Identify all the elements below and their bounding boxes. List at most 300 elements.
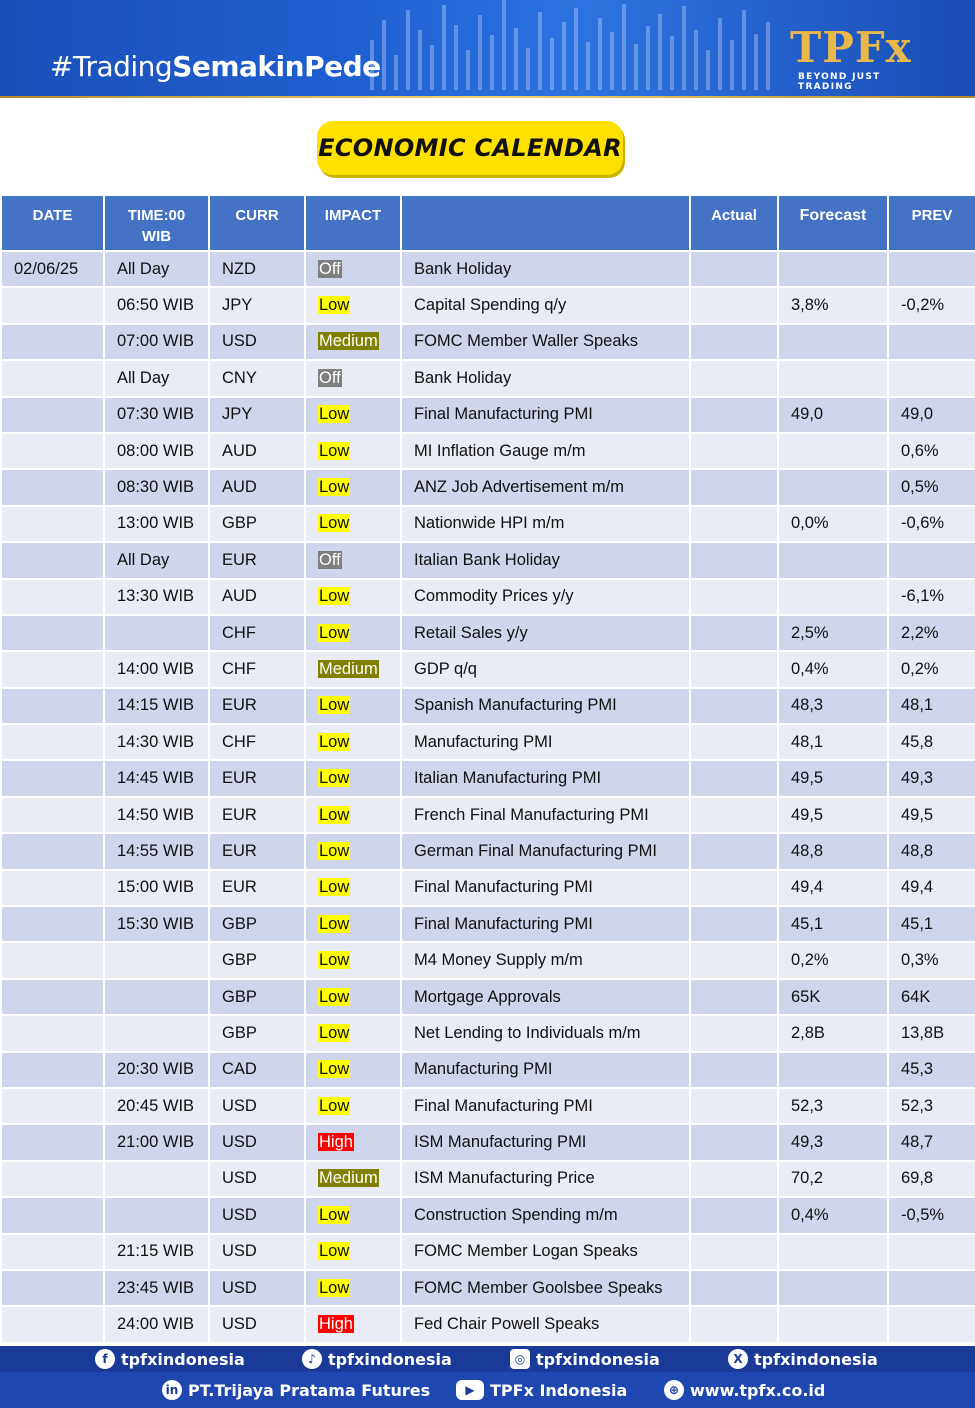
cell-event: ISM Manufacturing Price <box>401 1161 690 1197</box>
cell-date <box>1 1306 104 1342</box>
tiktok-handle: tpfxindonesia <box>328 1349 452 1369</box>
cell-curr: USD <box>209 324 305 360</box>
cell-forecast: 49,5 <box>778 797 888 833</box>
cell-forecast: 52,3 <box>778 1088 888 1124</box>
cell-event: Final Manufacturing PMI <box>401 1088 690 1124</box>
impact-badge: Medium <box>319 659 378 678</box>
cell-actual <box>690 360 778 396</box>
cell-event: Italian Bank Holiday <box>401 542 690 578</box>
cell-event: FOMC Member Waller Speaks <box>401 324 690 360</box>
impact-badge: Low <box>319 623 350 642</box>
cell-date <box>1 397 104 433</box>
cell-time: 13:00 WIB <box>104 506 209 542</box>
table-row <box>1 397 975 433</box>
cell-prev: -0,5% <box>888 1197 975 1233</box>
cell-impact <box>305 688 401 724</box>
cell-curr: EUR <box>209 688 305 724</box>
cell-actual <box>690 797 778 833</box>
cell-date <box>1 1015 104 1051</box>
cell-actual <box>690 1197 778 1233</box>
tpfx-logo <box>790 23 935 92</box>
cell-time <box>104 979 209 1015</box>
cell-actual <box>690 760 778 796</box>
cell-time: 14:30 WIB <box>104 724 209 760</box>
cell-time: 20:45 WIB <box>104 1088 209 1124</box>
impact-badge: Low <box>319 1205 350 1224</box>
cell-curr: GBP <box>209 942 305 978</box>
cell-date <box>1 1270 104 1306</box>
cell-curr: GBP <box>209 1015 305 1051</box>
cell-curr: NZD <box>209 251 305 287</box>
cell-impact <box>305 579 401 615</box>
cell-forecast <box>778 324 888 360</box>
cell-event: M4 Money Supply m/m <box>401 942 690 978</box>
cell-actual <box>690 1124 778 1160</box>
cell-date <box>1 906 104 942</box>
col-header-date: DATE <box>1 195 104 251</box>
table-row <box>1 724 975 760</box>
cell-date <box>1 724 104 760</box>
footer-social-row <box>0 1346 975 1372</box>
facebook-link[interactable] <box>95 1346 245 1372</box>
cell-forecast <box>778 1234 888 1270</box>
cell-date <box>1 579 104 615</box>
cell-date <box>1 797 104 833</box>
cell-event: Manufacturing PMI <box>401 1052 690 1088</box>
cell-date <box>1 979 104 1015</box>
cell-curr: CHF <box>209 651 305 687</box>
cell-forecast: 49,3 <box>778 1124 888 1160</box>
table-row <box>1 287 975 323</box>
cell-forecast: 0,2% <box>778 942 888 978</box>
cell-impact <box>305 433 401 469</box>
cell-actual <box>690 287 778 323</box>
table-row <box>1 433 975 469</box>
cell-forecast <box>778 542 888 578</box>
impact-badge: Low <box>319 841 350 860</box>
cell-prev: 69,8 <box>888 1161 975 1197</box>
cell-impact <box>305 1124 401 1160</box>
table-row <box>1 542 975 578</box>
cell-curr: USD <box>209 1306 305 1342</box>
cell-impact <box>305 724 401 760</box>
cell-time: All Day <box>104 360 209 396</box>
cell-impact <box>305 979 401 1015</box>
logo-text: TPFx <box>790 23 912 72</box>
table-row <box>1 1306 975 1342</box>
cell-date: 02/06/25 <box>1 251 104 287</box>
instagram-link[interactable] <box>510 1346 660 1372</box>
hashtag-prefix: #Trading <box>50 50 173 83</box>
cell-event: ISM Manufacturing PMI <box>401 1124 690 1160</box>
cell-date <box>1 506 104 542</box>
cell-impact <box>305 870 401 906</box>
table-row <box>1 651 975 687</box>
cell-time: 21:15 WIB <box>104 1234 209 1270</box>
impact-badge: Low <box>319 878 350 897</box>
cell-date <box>1 760 104 796</box>
cell-curr: USD <box>209 1197 305 1233</box>
col-header-event <box>401 195 690 251</box>
cell-forecast <box>778 433 888 469</box>
cell-date <box>1 469 104 505</box>
cell-prev: 49,3 <box>888 760 975 796</box>
cell-prev: 64K <box>888 979 975 1015</box>
cell-curr: GBP <box>209 506 305 542</box>
impact-badge: Low <box>319 732 350 751</box>
website-url: www.tpfx.co.id <box>690 1380 826 1400</box>
cell-prev <box>888 542 975 578</box>
cell-prev <box>888 324 975 360</box>
tiktok-link[interactable] <box>302 1346 452 1372</box>
cell-time: 21:00 WIB <box>104 1124 209 1160</box>
cell-impact <box>305 833 401 869</box>
footer-contact-row <box>0 1372 975 1408</box>
cell-curr: USD <box>209 1234 305 1270</box>
cell-prev: -0,2% <box>888 287 975 323</box>
cell-prev: 49,4 <box>888 870 975 906</box>
cell-curr: USD <box>209 1161 305 1197</box>
cell-forecast <box>778 1270 888 1306</box>
cell-prev: 49,5 <box>888 797 975 833</box>
youtube-name: TPFx Indonesia <box>490 1380 628 1400</box>
table-row <box>1 324 975 360</box>
cell-forecast: 2,5% <box>778 615 888 651</box>
cell-time <box>104 1197 209 1233</box>
cell-prev: 13,8B <box>888 1015 975 1051</box>
cell-curr: CAD <box>209 1052 305 1088</box>
impact-badge: Low <box>319 1242 350 1261</box>
cell-curr: CHF <box>209 615 305 651</box>
cell-prev: 49,0 <box>888 397 975 433</box>
table-row <box>1 797 975 833</box>
cell-date <box>1 1161 104 1197</box>
table-header-row <box>1 195 975 251</box>
cell-forecast: 3,8% <box>778 287 888 323</box>
cell-impact <box>305 1306 401 1342</box>
cell-curr: EUR <box>209 870 305 906</box>
impact-badge: Off <box>319 259 341 278</box>
cell-event: Mortgage Approvals <box>401 979 690 1015</box>
cell-actual <box>690 251 778 287</box>
cell-time: All Day <box>104 251 209 287</box>
cell-actual <box>690 1052 778 1088</box>
cell-date <box>1 615 104 651</box>
page-title: ECONOMIC CALENDAR <box>317 121 623 175</box>
cell-prev <box>888 1306 975 1342</box>
cell-event: Commodity Prices y/y <box>401 579 690 615</box>
cell-impact <box>305 1052 401 1088</box>
cell-event: French Final Manufacturing PMI <box>401 797 690 833</box>
cell-prev: 52,3 <box>888 1088 975 1124</box>
table-row <box>1 942 975 978</box>
cell-prev: -0,6% <box>888 506 975 542</box>
cell-forecast <box>778 1306 888 1342</box>
cell-event: Net Lending to Individuals m/m <box>401 1015 690 1051</box>
cell-actual <box>690 942 778 978</box>
cell-actual <box>690 469 778 505</box>
cell-time: 14:00 WIB <box>104 651 209 687</box>
impact-badge: Low <box>319 441 350 460</box>
cell-impact <box>305 906 401 942</box>
youtube-link[interactable] <box>456 1372 627 1408</box>
cell-actual <box>690 1161 778 1197</box>
globe-icon: ⊕ <box>664 1380 684 1400</box>
cell-prev: 0,6% <box>888 433 975 469</box>
cell-time: 14:50 WIB <box>104 797 209 833</box>
cell-impact <box>305 1015 401 1051</box>
linkedin-link[interactable] <box>162 1372 430 1408</box>
cell-curr: GBP <box>209 906 305 942</box>
cell-forecast: 49,4 <box>778 870 888 906</box>
cell-forecast: 45,1 <box>778 906 888 942</box>
table-row <box>1 1197 975 1233</box>
cell-curr: USD <box>209 1088 305 1124</box>
cell-actual <box>690 651 778 687</box>
cell-time: 23:45 WIB <box>104 1270 209 1306</box>
cell-curr: USD <box>209 1124 305 1160</box>
table-row <box>1 1270 975 1306</box>
cell-prev <box>888 360 975 396</box>
cell-curr: AUD <box>209 469 305 505</box>
impact-badge: Low <box>319 1060 350 1079</box>
cell-event: Nationwide HPI m/m <box>401 506 690 542</box>
cell-actual <box>690 1234 778 1270</box>
cell-forecast <box>778 360 888 396</box>
table-row <box>1 1234 975 1270</box>
table-row <box>1 1015 975 1051</box>
cell-actual <box>690 688 778 724</box>
table-row <box>1 360 975 396</box>
cell-prev: 48,1 <box>888 688 975 724</box>
cell-curr: CNY <box>209 360 305 396</box>
cell-impact <box>305 615 401 651</box>
cell-actual <box>690 724 778 760</box>
cell-actual <box>690 397 778 433</box>
hashtag-slogan <box>50 50 381 83</box>
cell-forecast: 49,5 <box>778 760 888 796</box>
cell-impact <box>305 1270 401 1306</box>
cell-actual <box>690 324 778 360</box>
cell-time: 07:30 WIB <box>104 397 209 433</box>
col-header-curr: CURR <box>209 195 305 251</box>
tiktok-icon: ♪ <box>302 1349 322 1369</box>
impact-badge: Low <box>319 696 350 715</box>
cell-actual <box>690 1306 778 1342</box>
cell-event: MI Inflation Gauge m/m <box>401 433 690 469</box>
table-row <box>1 870 975 906</box>
cell-forecast: 48,8 <box>778 833 888 869</box>
cell-time: 15:00 WIB <box>104 870 209 906</box>
cell-impact <box>305 1197 401 1233</box>
economic-calendar-table <box>0 194 975 1344</box>
cell-time <box>104 942 209 978</box>
table-row <box>1 760 975 796</box>
cell-impact <box>305 1088 401 1124</box>
cell-impact <box>305 360 401 396</box>
impact-badge: Off <box>319 550 341 569</box>
cell-prev: 0,2% <box>888 651 975 687</box>
impact-badge: Low <box>319 1096 350 1115</box>
cell-event: German Final Manufacturing PMI <box>401 833 690 869</box>
table-row <box>1 1124 975 1160</box>
instagram-handle: tpfxindonesia <box>536 1349 660 1369</box>
cell-prev: -6,1% <box>888 579 975 615</box>
cell-impact <box>305 324 401 360</box>
cell-forecast: 0,4% <box>778 1197 888 1233</box>
cell-event: Bank Holiday <box>401 360 690 396</box>
table-row <box>1 469 975 505</box>
cell-time: 14:15 WIB <box>104 688 209 724</box>
cell-actual <box>690 1015 778 1051</box>
cell-actual <box>690 506 778 542</box>
cell-date <box>1 287 104 323</box>
cell-prev: 45,8 <box>888 724 975 760</box>
x-link[interactable] <box>728 1346 878 1372</box>
cell-time: 07:00 WIB <box>104 324 209 360</box>
cell-time: 14:55 WIB <box>104 833 209 869</box>
cell-date <box>1 1088 104 1124</box>
cell-forecast: 65K <box>778 979 888 1015</box>
col-header-time: TIME:00 WIB <box>104 195 209 251</box>
impact-badge: Low <box>319 405 350 424</box>
cell-impact <box>305 469 401 505</box>
cell-forecast <box>778 469 888 505</box>
cell-actual <box>690 906 778 942</box>
cell-event: ANZ Job Advertisement m/m <box>401 469 690 505</box>
table-row <box>1 979 975 1015</box>
table-row <box>1 1088 975 1124</box>
cell-date <box>1 324 104 360</box>
cell-curr: EUR <box>209 760 305 796</box>
col-header-impact: IMPACT <box>305 195 401 251</box>
hashtag-bold: SemakinPede <box>172 50 381 83</box>
cell-event: Bank Holiday <box>401 251 690 287</box>
cell-date <box>1 942 104 978</box>
cell-prev: 45,1 <box>888 906 975 942</box>
table-row <box>1 506 975 542</box>
cell-prev: 0,3% <box>888 942 975 978</box>
cell-impact <box>305 287 401 323</box>
cell-impact <box>305 797 401 833</box>
cell-actual <box>690 542 778 578</box>
cell-event: Construction Spending m/m <box>401 1197 690 1233</box>
cell-event: GDP q/q <box>401 651 690 687</box>
cell-forecast <box>778 1052 888 1088</box>
impact-badge: Low <box>319 478 350 497</box>
cell-prev <box>888 1270 975 1306</box>
cell-prev <box>888 251 975 287</box>
impact-badge: Low <box>319 914 350 933</box>
cell-event: Final Manufacturing PMI <box>401 870 690 906</box>
cell-forecast <box>778 579 888 615</box>
cell-forecast: 70,2 <box>778 1161 888 1197</box>
cell-actual <box>690 833 778 869</box>
table-row <box>1 833 975 869</box>
cell-impact <box>305 1234 401 1270</box>
linkedin-icon: in <box>162 1380 182 1400</box>
cell-date <box>1 1197 104 1233</box>
cell-time: 24:00 WIB <box>104 1306 209 1342</box>
cell-curr: JPY <box>209 397 305 433</box>
impact-badge: Low <box>319 296 350 315</box>
cell-curr: AUD <box>209 433 305 469</box>
cell-curr: CHF <box>209 724 305 760</box>
cell-time: 08:00 WIB <box>104 433 209 469</box>
cell-event: FOMC Member Goolsbee Speaks <box>401 1270 690 1306</box>
facebook-handle: tpfxindonesia <box>121 1349 245 1369</box>
impact-badge: Medium <box>319 332 378 351</box>
impact-badge: Low <box>319 769 350 788</box>
cell-time: 14:45 WIB <box>104 760 209 796</box>
cell-actual <box>690 433 778 469</box>
cell-event: Retail Sales y/y <box>401 615 690 651</box>
cell-forecast <box>778 251 888 287</box>
cell-curr: EUR <box>209 833 305 869</box>
impact-badge: Low <box>319 1278 350 1297</box>
cell-prev <box>888 1234 975 1270</box>
cell-actual <box>690 870 778 906</box>
cell-impact <box>305 651 401 687</box>
table-row <box>1 251 975 287</box>
cell-date <box>1 870 104 906</box>
linkedin-name: PT.Trijaya Pratama Futures <box>188 1380 431 1400</box>
cell-actual <box>690 579 778 615</box>
cell-time: All Day <box>104 542 209 578</box>
table-row <box>1 579 975 615</box>
cell-forecast: 48,3 <box>778 688 888 724</box>
table-row <box>1 906 975 942</box>
table-row <box>1 1052 975 1088</box>
facebook-icon: f <box>95 1349 115 1369</box>
cell-event: Final Manufacturing PMI <box>401 397 690 433</box>
cell-curr: USD <box>209 1270 305 1306</box>
table-row <box>1 688 975 724</box>
impact-badge: Low <box>319 514 350 533</box>
cell-date <box>1 833 104 869</box>
cell-actual <box>690 1270 778 1306</box>
cell-curr: EUR <box>209 797 305 833</box>
table-row <box>1 1161 975 1197</box>
cell-time <box>104 615 209 651</box>
cell-event: Italian Manufacturing PMI <box>401 760 690 796</box>
cell-impact <box>305 506 401 542</box>
cell-date <box>1 433 104 469</box>
impact-badge: Off <box>319 368 341 387</box>
cell-date <box>1 542 104 578</box>
cell-impact <box>305 1161 401 1197</box>
cell-actual <box>690 979 778 1015</box>
cell-impact <box>305 251 401 287</box>
col-header-prev: PREV <box>888 195 975 251</box>
cell-curr: EUR <box>209 542 305 578</box>
cell-event: Spanish Manufacturing PMI <box>401 688 690 724</box>
cell-date <box>1 1052 104 1088</box>
cell-prev: 0,5% <box>888 469 975 505</box>
cell-actual <box>690 1088 778 1124</box>
cell-time: 15:30 WIB <box>104 906 209 942</box>
cell-time: 08:30 WIB <box>104 469 209 505</box>
instagram-icon: ◎ <box>510 1349 530 1369</box>
website-link[interactable] <box>664 1372 825 1408</box>
cell-prev: 45,3 <box>888 1052 975 1088</box>
impact-badge: Low <box>319 805 350 824</box>
cell-prev: 2,2% <box>888 615 975 651</box>
cell-forecast: 0,0% <box>778 506 888 542</box>
cell-prev: 48,8 <box>888 833 975 869</box>
cell-prev: 48,7 <box>888 1124 975 1160</box>
cell-date <box>1 1124 104 1160</box>
